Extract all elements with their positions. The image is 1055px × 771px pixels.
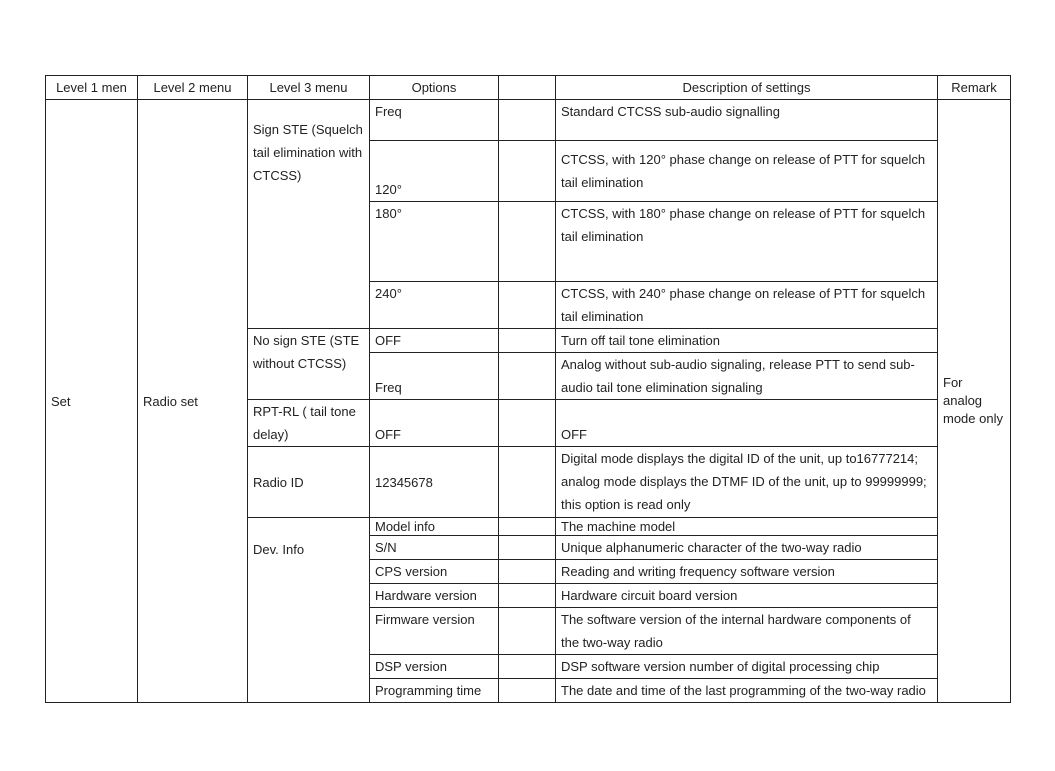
blank-cell	[499, 202, 556, 282]
blank-cell	[499, 282, 556, 329]
description-cell: CTCSS, with 240° phase change on release of PTT for squelch tail elimination	[556, 282, 938, 329]
header-level2: Level 2 menu	[138, 76, 248, 100]
level3-no-sign-ste: No sign STE (STE without CTCSS)	[248, 329, 370, 400]
description-cell: CTCSS, with 180° phase change on release of PTT for squelch tail elimination	[556, 202, 938, 282]
blank-cell	[499, 100, 556, 141]
option-cell: S/N	[370, 536, 499, 560]
description-cell: Standard CTCSS sub-audio signalling	[556, 100, 938, 141]
table-row	[46, 100, 1011, 141]
description-cell: OFF	[556, 400, 938, 447]
blank-cell	[499, 141, 556, 202]
option-cell: Hardware version	[370, 584, 499, 608]
option-cell: 180°	[370, 202, 499, 282]
option-cell: OFF	[370, 400, 499, 447]
description-cell: Turn off tail tone elimination	[556, 329, 938, 353]
description-cell: Digital mode displays the digital ID of the unit, up to16777214; analog mode displays the DTMF ID of the unit, up to 99999999; this option is read only	[556, 447, 938, 518]
description-cell: The date and time of the last programming of the two-way radio	[556, 679, 938, 703]
option-cell: Model info	[370, 518, 499, 536]
header-row	[46, 76, 1011, 100]
blank-cell	[499, 655, 556, 679]
level2-cell: Radio set	[138, 100, 248, 703]
header-remark: Remark	[938, 76, 1011, 100]
level3-sign-ste	[248, 100, 370, 329]
option-cell: CPS version	[370, 560, 499, 584]
level3-dev-info	[248, 518, 370, 703]
blank-cell	[499, 400, 556, 447]
blank-cell	[499, 608, 556, 655]
menu-settings-table	[45, 75, 1011, 703]
description-cell: The software version of the internal hardware components of the two-way radio	[556, 608, 938, 655]
header-description: Description of settings	[556, 76, 938, 100]
blank-cell	[499, 329, 556, 353]
level3-label: Sign STE (Squelch tail elimination with CTCSS)	[253, 122, 363, 183]
option-cell: DSP version	[370, 655, 499, 679]
option-cell: 12345678	[370, 447, 499, 518]
description-cell: The machine model	[556, 518, 938, 536]
description-cell: Hardware circuit board version	[556, 584, 938, 608]
header-level3: Level 3 menu	[248, 76, 370, 100]
blank-cell	[499, 536, 556, 560]
level1-cell: Set	[46, 100, 138, 703]
remark-cell: For analog mode only	[938, 100, 1011, 703]
blank-cell	[499, 560, 556, 584]
blank-cell	[499, 518, 556, 536]
header-level1: Level 1 men	[46, 76, 138, 100]
option-cell: 120°	[370, 141, 499, 202]
level3-rpt-rl: RPT-RL ( tail tone delay)	[248, 400, 370, 447]
option-cell: Freq	[370, 100, 499, 141]
header-blank	[499, 76, 556, 100]
blank-cell	[499, 679, 556, 703]
description-cell: Analog without sub-audio signaling, release PTT to send sub-audio tail tone elimination signaling	[556, 353, 938, 400]
description-cell: Unique alphanumeric character of the two-way radio	[556, 536, 938, 560]
option-cell: Firmware version	[370, 608, 499, 655]
option-cell: Programming time	[370, 679, 499, 703]
option-cell: OFF	[370, 329, 499, 353]
level3-radio-id: Radio ID	[248, 447, 370, 518]
level3-label: Dev. Info	[253, 542, 305, 557]
header-options: Options	[370, 76, 499, 100]
blank-cell	[499, 584, 556, 608]
blank-cell	[499, 447, 556, 518]
description-cell: Reading and writing frequency software version	[556, 560, 938, 584]
option-cell: Freq	[370, 353, 499, 400]
blank-cell	[499, 353, 556, 400]
description-cell: CTCSS, with 120° phase change on release of PTT for squelch tail elimination	[556, 141, 938, 202]
option-cell: 240°	[370, 282, 499, 329]
description-cell: DSP software version number of digital processing chip	[556, 655, 938, 679]
